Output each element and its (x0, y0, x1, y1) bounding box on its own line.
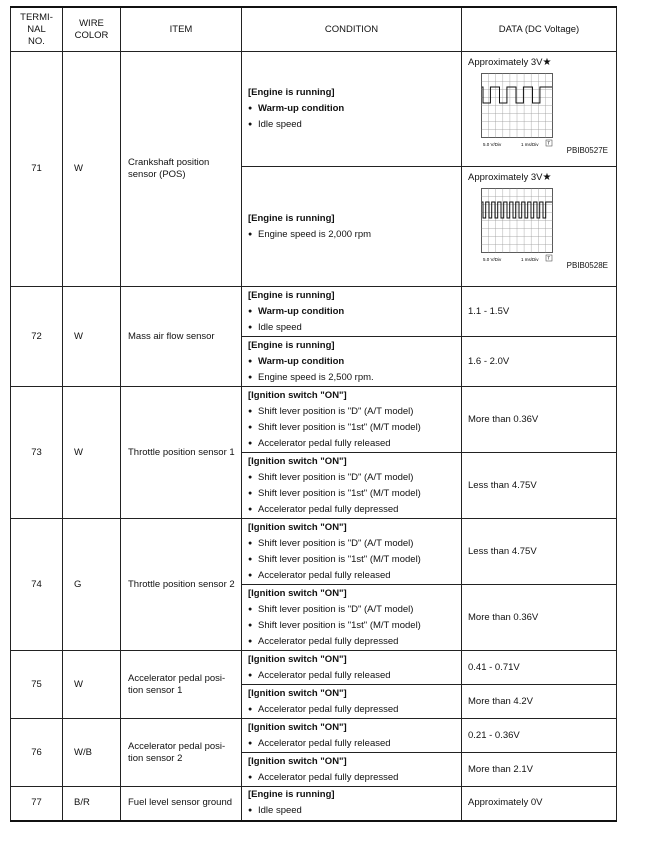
item-name: Throttle position sensor 2 (128, 578, 235, 590)
wire-color: W/B (74, 746, 92, 758)
terminal-cell (11, 787, 63, 821)
data-value: 1.1 - 1.5V (468, 305, 510, 317)
terminal-cell (11, 719, 63, 787)
terminal-number: 77 (31, 797, 42, 809)
data-cell (462, 719, 617, 753)
item-cell (121, 719, 242, 787)
data-cell (462, 519, 617, 585)
table-row (11, 52, 617, 167)
condition-bullet: ● Shift lever position is "D" (A/T model) (248, 470, 461, 486)
condition-bullet: ● Accelerator pedal fully released (248, 736, 461, 752)
header-item-text: ITEM (169, 23, 193, 35)
condition-cell (242, 685, 462, 719)
terminal-number: 74 (31, 578, 42, 590)
condition-heading: [Engine is running] (248, 212, 335, 224)
header-data-text: DATA (DC Voltage) (498, 23, 580, 35)
table-row (11, 387, 617, 453)
terminal-cell (11, 651, 63, 719)
scope-corner-label: T (547, 255, 551, 261)
item-cell (121, 287, 242, 387)
scope-corner-label: T (547, 140, 551, 146)
data-value (468, 170, 616, 186)
star-icon: ★ (542, 172, 552, 183)
wire-color: G (74, 578, 82, 590)
scope-time-div: 1 ms/Div (521, 142, 539, 147)
condition-bullet: ● Engine speed is 2,000 rpm (248, 227, 461, 243)
data-cell (462, 52, 617, 167)
table-header-row (11, 7, 617, 52)
condition-bullet: ● Shift lever position is "D" (A/T model) (248, 536, 461, 552)
table-row (11, 519, 617, 585)
header-item (121, 7, 242, 52)
header-wire-color (63, 7, 121, 52)
oscilloscope-waveform (481, 188, 553, 262)
condition-cell (242, 387, 462, 453)
condition-bullet: ● Engine speed is 2,500 rpm. (248, 370, 461, 386)
data-value: Approximately 0V (468, 797, 543, 809)
condition-cell (242, 519, 462, 585)
terminal-number: 71 (31, 163, 42, 174)
wire-color: W (74, 678, 83, 690)
wire-color: W (74, 330, 83, 342)
item-cell (121, 519, 242, 651)
condition-bullet: ● Shift lever position is "D" (A/T model) (248, 404, 461, 420)
item-name: Throttle position sensor 1 (128, 446, 235, 458)
condition-bullet: ● Warm-up condition (248, 354, 461, 370)
wire-color-cell (63, 519, 121, 651)
header-condition-text: CONDITION (324, 23, 379, 35)
item-cell (121, 787, 242, 821)
condition-heading: [Engine is running] (248, 87, 335, 98)
data-value-text: Approximately 3V (468, 57, 543, 68)
header-terminal-text: TERMI- NAL NO. (20, 11, 53, 47)
condition-cell (242, 651, 462, 685)
header-condition (242, 7, 462, 52)
condition-bullet: ● Idle speed (248, 117, 461, 133)
data-cell (462, 337, 617, 387)
data-value: More than 4.2V (468, 695, 533, 707)
terminal-data-table (10, 6, 617, 822)
scope-time-div: 1 ms/Div (521, 257, 539, 262)
condition-bullet: ● Idle speed (248, 320, 461, 336)
table-body (11, 52, 617, 821)
waveform-block (468, 170, 616, 271)
item-name: Crankshaft position sensor (POS) (128, 157, 210, 180)
condition-heading: [Ignition switch "ON"] (248, 455, 347, 467)
condition-bullet: ● Idle speed (248, 803, 461, 819)
condition-bullet: ● Shift lever position is "1st" (M/T model) (248, 486, 461, 502)
wire-color-cell (63, 52, 121, 287)
wire-color-cell (63, 651, 121, 719)
condition-heading: [Ignition switch "ON"] (248, 721, 347, 733)
data-value: 0.21 - 0.36V (468, 729, 520, 741)
table-row (11, 287, 617, 337)
terminal-cell (11, 387, 63, 519)
wire-color: W (74, 163, 83, 174)
condition-bullet: ● Warm-up condition (248, 304, 461, 320)
table-row (11, 719, 617, 753)
condition-heading: [Ignition switch "ON"] (248, 521, 347, 533)
data-cell (462, 651, 617, 685)
data-value: 1.6 - 2.0V (468, 355, 510, 367)
condition-heading: [Engine is running] (248, 339, 335, 351)
terminal-number: 72 (31, 330, 42, 342)
condition-bullet: ● Accelerator pedal fully depressed (248, 634, 461, 650)
data-cell (462, 685, 617, 719)
table-row (11, 651, 617, 685)
table-row (11, 787, 617, 821)
condition-heading: [Ignition switch "ON"] (248, 687, 347, 699)
condition-bullet: ● Accelerator pedal fully depressed (248, 702, 461, 718)
item-cell (121, 52, 242, 287)
condition-bullet: ● Accelerator pedal fully released (248, 436, 461, 452)
figure-reference: PBIB0528E (566, 261, 608, 270)
condition-cell (242, 787, 462, 821)
data-cell (462, 453, 617, 519)
data-value: More than 0.36V (468, 413, 539, 425)
scope-volt-div: 5.0 V/Div (483, 142, 502, 147)
scope-volt-div: 5.0 V/Div (483, 257, 502, 262)
header-data (462, 7, 617, 52)
wire-color-cell (63, 719, 121, 787)
terminal-data-table-page (10, 6, 616, 822)
wire-color-cell (63, 287, 121, 387)
condition-heading: [Engine is running] (248, 289, 335, 301)
item-name: Accelerator pedal posi-tion sensor 1 (128, 672, 226, 696)
data-value-text: Approximately 3V (468, 172, 543, 183)
condition-cell (242, 719, 462, 753)
data-value: More than 2.1V (468, 763, 533, 775)
condition-bullet: ● Accelerator pedal fully released (248, 668, 461, 684)
condition-heading: [Ignition switch "ON"] (248, 653, 347, 665)
header-wire-text: WIRE COLOR (74, 17, 109, 41)
data-value: Less than 4.75V (468, 545, 537, 557)
data-cell (462, 287, 617, 337)
wire-color: B/R (74, 797, 90, 809)
condition-cell (242, 753, 462, 787)
condition-cell (242, 337, 462, 387)
terminal-cell (11, 519, 63, 651)
condition-bullet: ● Accelerator pedal fully depressed (248, 770, 461, 786)
data-cell (462, 585, 617, 651)
terminal-number: 73 (31, 446, 42, 458)
condition-cell (242, 585, 462, 651)
condition-cell (242, 167, 462, 287)
item-cell (121, 387, 242, 519)
waveform-block (468, 55, 616, 156)
data-value: Less than 4.75V (468, 479, 537, 491)
condition-bullet: ● Warm-up condition (248, 101, 461, 117)
terminal-number: 76 (31, 746, 42, 758)
wire-color: W (74, 446, 83, 458)
wire-color-cell (63, 387, 121, 519)
item-name: Mass air flow sensor (128, 330, 215, 342)
wire-color-cell (63, 787, 121, 821)
condition-heading: [Engine is running] (248, 789, 335, 801)
condition-bullet: ● Accelerator pedal fully released (248, 568, 461, 584)
star-icon: ★ (542, 57, 552, 68)
item-name: Accelerator pedal posi-tion sensor 2 (128, 740, 226, 764)
item-cell (121, 651, 242, 719)
terminal-cell (11, 52, 63, 287)
data-value (468, 55, 616, 71)
figure-reference: PBIB0527E (566, 146, 608, 155)
data-value: More than 0.36V (468, 611, 539, 623)
oscilloscope-waveform (481, 73, 553, 147)
header-terminal-no (11, 7, 63, 52)
condition-cell (242, 453, 462, 519)
condition-bullet: ● Shift lever position is "D" (A/T model) (248, 602, 461, 618)
condition-bullet: ● Shift lever position is "1st" (M/T model) (248, 618, 461, 634)
item-name: Fuel level sensor ground (128, 797, 233, 809)
condition-heading: [Ignition switch "ON"] (248, 755, 347, 767)
terminal-cell (11, 287, 63, 387)
data-cell (462, 167, 617, 287)
condition-heading: [Ignition switch "ON"] (248, 389, 347, 401)
terminal-number: 75 (31, 678, 42, 690)
condition-bullet: ● Shift lever position is "1st" (M/T model) (248, 552, 461, 568)
condition-bullet: ● Accelerator pedal fully depressed (248, 502, 461, 518)
data-cell (462, 787, 617, 821)
data-cell (462, 753, 617, 787)
condition-cell (242, 287, 462, 337)
condition-heading: [Ignition switch "ON"] (248, 587, 347, 599)
data-value: 0.41 - 0.71V (468, 661, 520, 673)
condition-bullet: ● Shift lever position is "1st" (M/T model) (248, 420, 461, 436)
data-cell (462, 387, 617, 453)
condition-cell (242, 52, 462, 167)
